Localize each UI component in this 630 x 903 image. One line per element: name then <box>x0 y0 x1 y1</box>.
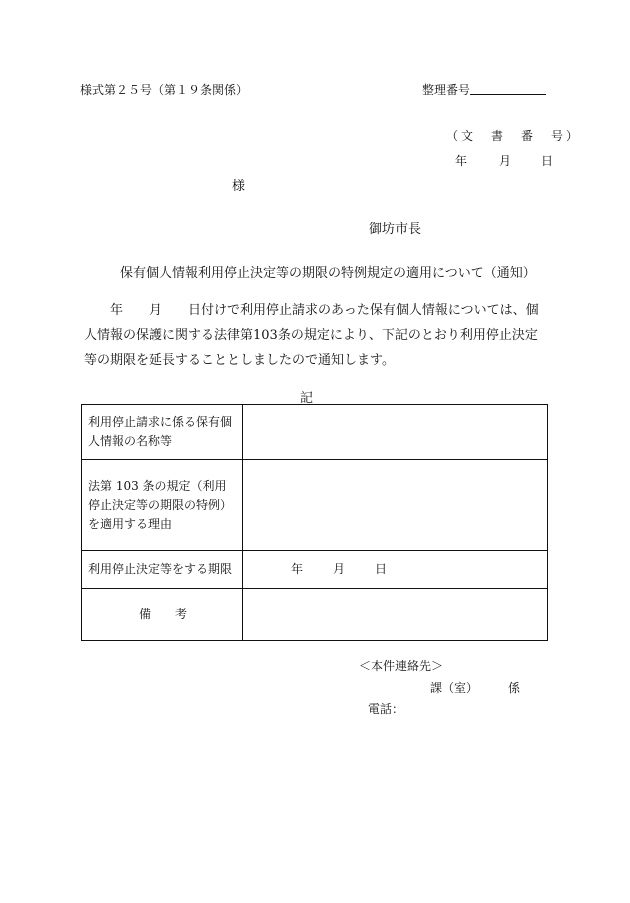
table-row <box>82 589 548 641</box>
document-title: 保有個人情報利用停止決定等の期限の特例規定の適用について（通知） <box>120 266 536 281</box>
form-number: 様式第２５号（第１９条関係） <box>80 83 249 97</box>
sender: 御坊市長 <box>369 222 422 237</box>
reason-label: 法第 103 条の規定（利用停止決定等の期限の特例）を適用する理由 <box>82 460 243 551</box>
contact-phone: 電話： <box>368 702 405 716</box>
body-text: 年 月 日付けで利用停止請求のあった保有個人情報については、個人情報の保護に関する法律第103条の規定により、下記のとおり利用停止決定等の期限を延長することとしましたので通知します。 <box>84 303 539 368</box>
detail-table <box>81 404 548 641</box>
date-day-label: 日 <box>541 154 554 168</box>
table-row <box>82 405 548 460</box>
info-name-label: 利用停止請求に係る保有個人情報の名称等 <box>82 405 243 460</box>
info-name-value[interactable] <box>243 405 548 460</box>
table-row <box>82 460 548 551</box>
document-number: （文 書 番 号） <box>446 129 582 143</box>
deadline-month-label: 月 <box>333 562 346 576</box>
date-month-label: 月 <box>499 154 512 168</box>
remarks-label: 備 考 <box>82 589 243 641</box>
reason-value[interactable] <box>243 460 548 551</box>
deadline-label: 利用停止決定等をする期限 <box>82 551 243 589</box>
remarks-value[interactable] <box>243 589 548 641</box>
deadline-day-label: 日 <box>375 562 388 576</box>
ki-heading: 記 <box>300 391 314 406</box>
date-year-label: 年 <box>455 154 468 168</box>
table-row <box>82 551 548 589</box>
contact-section: 課（室） 係 <box>430 681 521 695</box>
reference-number-label: 整理番号 <box>422 83 471 97</box>
deadline-value[interactable] <box>243 551 548 589</box>
addressee: 様 <box>232 179 246 194</box>
issue-date <box>455 152 553 169</box>
contact-title: ＜本件連絡先＞ <box>359 659 444 673</box>
deadline-year-label: 年 <box>291 562 304 576</box>
reference-number-field[interactable] <box>470 94 546 95</box>
